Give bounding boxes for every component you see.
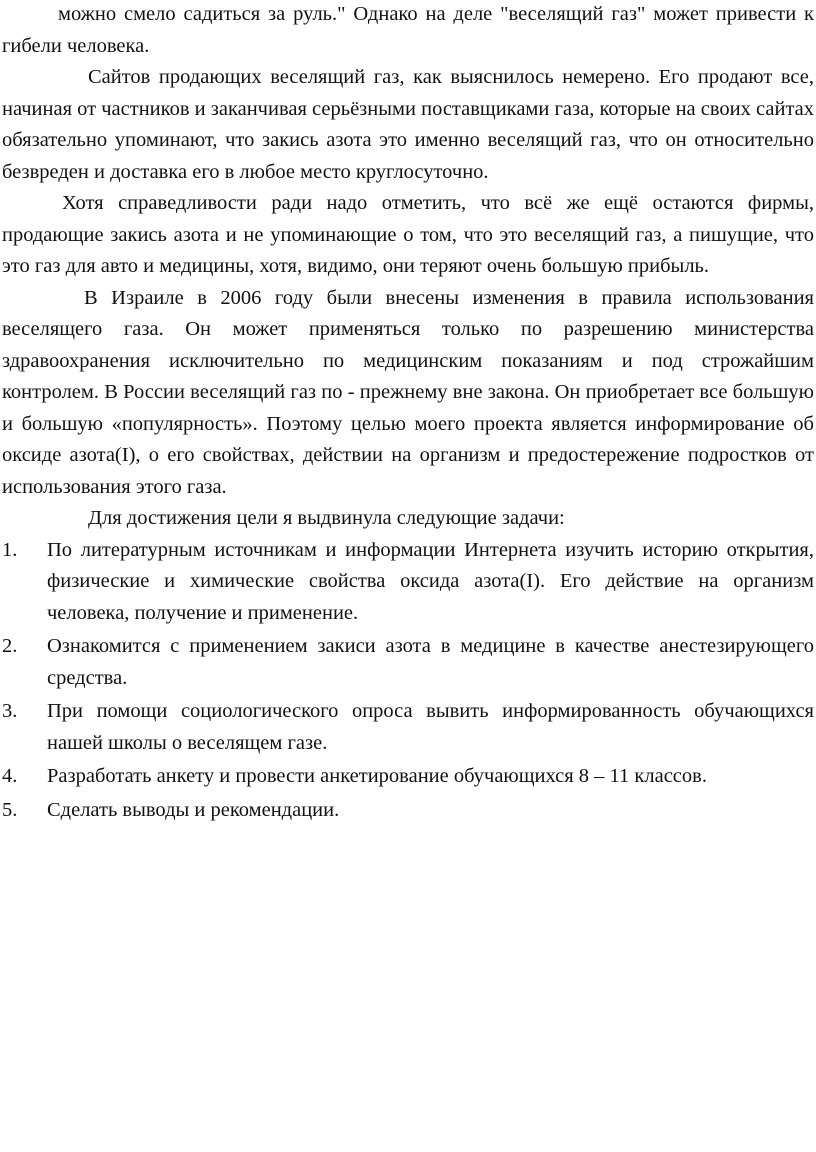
paragraph-conclusion: можно смело садиться за руль." Однако на деле "веселящий газ" может привести к гибели человека. bbox=[2, 3, 814, 57]
list-item-number: 5. bbox=[2, 798, 18, 821]
list-item-number: 1. bbox=[2, 538, 18, 561]
tasks-list bbox=[2, 535, 814, 827]
list-item-number: 3. bbox=[2, 700, 18, 722]
list-item bbox=[2, 761, 814, 793]
list-item-text: При помощи социологического опроса вывить информированность обучающихся нашей школы о веселящем газе. bbox=[47, 700, 814, 754]
document-body bbox=[2, 0, 814, 828]
list-item bbox=[2, 631, 814, 694]
list-item-number: 4. bbox=[2, 765, 18, 787]
list-item bbox=[2, 795, 814, 827]
list-item-number: 2. bbox=[2, 635, 18, 657]
paragraph-sellers: Сайтов продающих веселящий газ, как выяснилось немерено. Его продают все, начиная от частников и заканчивая серьёзными поставщиками газа, которые на своих сайтах обязательно упоминают, что закись азота это именно веселящий газ, что он относительно безвреден и доставка его в любое место круглосуточно. bbox=[2, 66, 814, 183]
tasks-intro: Для достижения цели я выдвинула следующие задачи: bbox=[88, 507, 565, 529]
list-item-text: По литературным источникам и информации Интернета изучить историю открытия, физические и химические свойства оксида азота(I). Его действие на организм человека, получение и применение. bbox=[47, 538, 814, 624]
list-item bbox=[2, 535, 814, 630]
paragraph-israel-goal: В Израиле в 2006 году были внесены изменения в правила использования веселящего газа. Он может применяться только по разрешению министерства здравоохранения исключительно по медицинским показаниям и под строжайшим контролем. В России веселящий газ по - прежнему вне закона. Он приобретает все большую и большую «популярность». Поэтому целью моего проекта является информирование об оксиде азота(I), о его свойствах, действии на организм и предостережение подростков от использования этого газа. bbox=[2, 286, 814, 498]
paragraph-fairness: Хотя справедливости ради надо отметить, что всё же ещё остаются фирмы, продающие закись азота и не упоминающие о том, что это веселящий газ, а пишущие, что это газ для авто и медицины, хотя, видимо, они теряют очень большую прибыль. bbox=[2, 192, 814, 277]
list-item-text: Ознакомится с применением закиси азота в медицине в качестве анестезирующего средства. bbox=[47, 635, 814, 689]
list-item-text: Сделать выводы и рекомендации. bbox=[47, 798, 340, 821]
list-item-text: Разработать анкету и провести анкетирование обучающихся 8 – 11 классов. bbox=[47, 765, 707, 787]
list-item bbox=[2, 696, 814, 759]
